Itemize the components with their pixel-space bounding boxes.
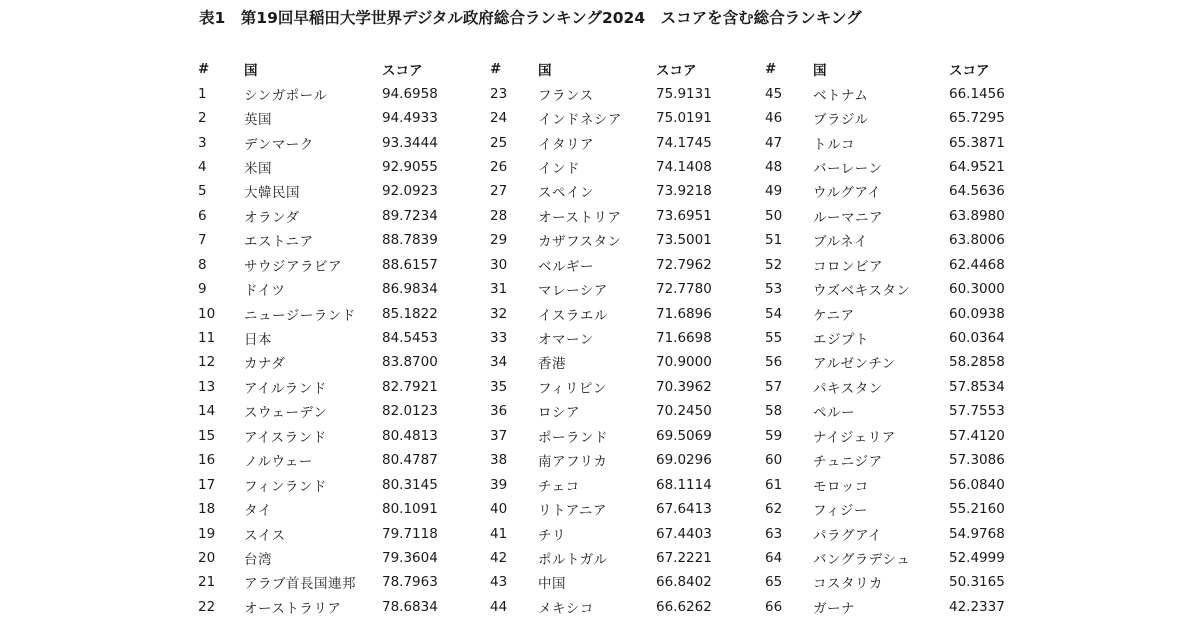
table-row [765, 350, 1029, 374]
rank-cell: 35 [490, 378, 508, 395]
country-cell: コスタリカ [813, 576, 883, 593]
score-cell: 50.3165 [949, 574, 1005, 591]
rank-cell: 4 [198, 158, 207, 175]
country-cell: カザフスタン [538, 234, 622, 251]
country-cell: 南アフリカ [538, 454, 608, 471]
table-row [198, 570, 466, 594]
rank-cell: 10 [198, 305, 216, 322]
table-row [198, 130, 466, 154]
table-row [198, 595, 466, 619]
score-cell: 70.3962 [656, 378, 712, 395]
rank-cell: 26 [490, 158, 508, 175]
country-cell: スウェーデン [244, 405, 328, 422]
table-row [198, 326, 466, 350]
country-cell: オーストリア [538, 209, 622, 226]
rank-cell: 50 [765, 207, 783, 224]
country-cell: モロッコ [813, 478, 869, 495]
table-row [490, 277, 736, 301]
country-cell: トルコ [813, 136, 855, 153]
rank-cell: 47 [765, 134, 783, 151]
country-cell: リトアニア [538, 503, 607, 520]
rank-cell: 18 [198, 501, 216, 518]
rank-cell: 63 [765, 525, 783, 542]
score-cell: 57.7553 [949, 403, 1005, 420]
country-cell: イスラエル [538, 307, 608, 324]
score-header: スコア [949, 63, 990, 80]
score-cell: 64.5636 [949, 183, 1005, 200]
score-cell: 67.6413 [656, 501, 712, 518]
rank-cell: 25 [490, 134, 508, 151]
country-cell: チリ [538, 527, 566, 544]
ranking-table-3 [765, 57, 1029, 619]
country-cell: ガーナ [813, 600, 855, 617]
country-cell: 香港 [538, 356, 566, 373]
table-row [490, 326, 736, 350]
rank-cell: 53 [765, 281, 783, 298]
rank-cell: 13 [198, 378, 216, 395]
country-cell: フィジー [813, 503, 868, 520]
rank-cell: 19 [198, 525, 216, 542]
country-cell: フィンランド [244, 478, 327, 495]
table-row [198, 179, 466, 203]
score-cell: 57.3086 [949, 452, 1005, 469]
rank-cell: 11 [198, 330, 216, 347]
score-header: スコア [656, 63, 697, 80]
table-row [198, 375, 466, 399]
table-row [198, 155, 466, 179]
rank-cell: 3 [198, 134, 207, 151]
rank-cell: 54 [765, 305, 783, 322]
rank-cell: 52 [765, 256, 783, 273]
country-cell: 台湾 [244, 551, 272, 568]
table-row [198, 497, 466, 521]
table-row [765, 106, 1029, 130]
rank-cell: 17 [198, 476, 216, 493]
table-row [198, 106, 466, 130]
table-row [490, 521, 736, 545]
score-cell: 42.2337 [949, 598, 1005, 615]
table-row [765, 399, 1029, 423]
score-cell: 71.6896 [656, 305, 712, 322]
country-cell: フィリピン [538, 380, 607, 397]
rank-cell: 36 [490, 403, 508, 420]
country-header: 国 [538, 63, 552, 80]
table-row [765, 179, 1029, 203]
table-row [198, 228, 466, 252]
rank-cell: 33 [490, 330, 508, 347]
score-cell: 86.9834 [382, 281, 438, 298]
country-cell: ケニア [813, 307, 855, 324]
score-cell: 60.0364 [949, 330, 1005, 347]
table-row [765, 497, 1029, 521]
score-cell: 60.3000 [949, 281, 1005, 298]
score-cell: 56.0840 [949, 476, 1005, 493]
rank-cell: 5 [198, 183, 207, 200]
table-row [765, 204, 1029, 228]
rank-cell: 29 [490, 232, 508, 249]
country-cell: パラグアイ [813, 527, 882, 544]
score-cell: 60.0938 [949, 305, 1005, 322]
rank-cell: 31 [490, 281, 508, 298]
score-cell: 57.4120 [949, 427, 1005, 444]
rank-cell: 42 [490, 549, 508, 566]
country-cell: ポルトガル [538, 551, 608, 568]
table-row [198, 350, 466, 374]
rank-cell: 15 [198, 427, 216, 444]
score-cell: 84.5453 [382, 330, 438, 347]
table-row [765, 472, 1029, 496]
country-cell: チュニジア [813, 454, 883, 471]
table-row [765, 155, 1029, 179]
country-cell: 大韓民国 [244, 185, 300, 202]
rank-cell: 60 [765, 452, 783, 469]
rank-cell: 28 [490, 207, 508, 224]
table-row [765, 253, 1029, 277]
score-cell: 71.6698 [656, 330, 712, 347]
score-cell: 80.3145 [382, 476, 438, 493]
score-cell: 80.1091 [382, 501, 438, 518]
table-row [198, 521, 466, 545]
score-cell: 57.8534 [949, 378, 1005, 395]
score-cell: 94.4933 [382, 110, 438, 127]
score-cell: 78.6834 [382, 598, 438, 615]
score-cell: 58.2858 [949, 354, 1005, 371]
rank-cell: 23 [490, 85, 508, 102]
country-cell: エストニア [244, 234, 314, 251]
country-cell: スイス [244, 527, 286, 544]
country-header: 国 [813, 63, 827, 80]
country-cell: アラブ首長国連邦 [244, 576, 356, 593]
rank-cell: 66 [765, 598, 783, 615]
score-cell: 92.0923 [382, 183, 438, 200]
table-header-row [490, 57, 736, 81]
score-cell: 73.5001 [656, 232, 712, 249]
rank-cell: 41 [490, 525, 508, 542]
score-cell: 79.3604 [382, 549, 438, 566]
rank-cell: 8 [198, 256, 207, 273]
country-cell: フランス [538, 87, 594, 104]
ranking-table-2 [490, 57, 736, 619]
rank-cell: 39 [490, 476, 508, 493]
country-cell: エジプト [813, 332, 869, 349]
country-cell: デンマーク [244, 136, 314, 153]
score-cell: 55.2160 [949, 501, 1005, 518]
table-row [490, 375, 736, 399]
rank-cell: 12 [198, 354, 216, 371]
table-row [490, 204, 736, 228]
country-cell: タイ [244, 503, 272, 520]
score-cell: 65.7295 [949, 110, 1005, 127]
country-cell: ペルー [813, 405, 855, 422]
table-row [490, 424, 736, 448]
rank-cell: 14 [198, 403, 216, 420]
rank-cell: 37 [490, 427, 508, 444]
rank-cell: 58 [765, 403, 783, 420]
rank-cell: 44 [490, 598, 508, 615]
score-cell: 75.9131 [656, 85, 712, 102]
country-cell: アイルランド [244, 380, 327, 397]
table-row [765, 277, 1029, 301]
rank-cell: 61 [765, 476, 783, 493]
score-cell: 70.9000 [656, 354, 712, 371]
score-cell: 83.8700 [382, 354, 438, 371]
table-row [490, 448, 736, 472]
table-row [765, 375, 1029, 399]
country-cell: オーストラリア [244, 600, 342, 617]
rank-cell: 45 [765, 85, 783, 102]
table-header-row [198, 57, 466, 81]
country-cell: マレーシア [538, 283, 608, 300]
score-cell: 92.9055 [382, 158, 438, 175]
score-cell: 63.8980 [949, 207, 1005, 224]
rank-cell: 32 [490, 305, 508, 322]
table-row [198, 301, 466, 325]
country-cell: 日本 [244, 332, 272, 349]
score-cell: 88.6157 [382, 256, 438, 273]
score-cell: 70.2450 [656, 403, 712, 420]
table-row [490, 106, 736, 130]
score-cell: 66.1456 [949, 85, 1005, 102]
country-cell: インド [538, 160, 580, 177]
country-cell: ベルギー [538, 258, 594, 275]
country-cell: コロンビア [813, 258, 883, 275]
table-row [765, 546, 1029, 570]
score-cell: 67.4403 [656, 525, 712, 542]
score-cell: 54.9768 [949, 525, 1005, 542]
score-cell: 62.4468 [949, 256, 1005, 273]
table-row [490, 130, 736, 154]
table-row [198, 546, 466, 570]
country-cell: ナイジェリア [813, 429, 896, 446]
rank-cell: 7 [198, 232, 207, 249]
country-cell: 米国 [244, 160, 272, 177]
rank-cell: 40 [490, 501, 508, 518]
table-row [198, 204, 466, 228]
table-row [490, 179, 736, 203]
country-cell: ノルウェー [244, 454, 313, 471]
table-row [198, 399, 466, 423]
table-row [765, 81, 1029, 105]
table-row [765, 301, 1029, 325]
country-cell: ポーランド [538, 429, 608, 446]
table-row [490, 399, 736, 423]
table-row [490, 497, 736, 521]
rank-cell: 27 [490, 183, 508, 200]
table-body [490, 81, 736, 619]
country-cell: メキシコ [538, 600, 594, 617]
rank-cell: 22 [198, 598, 216, 615]
score-cell: 66.6262 [656, 598, 712, 615]
rank-header: # [765, 61, 777, 78]
score-cell: 73.6951 [656, 207, 712, 224]
rank-cell: 1 [198, 85, 207, 102]
rank-cell: 16 [198, 452, 216, 469]
table-row [765, 130, 1029, 154]
score-cell: 73.9218 [656, 183, 712, 200]
ranking-table-1 [198, 57, 466, 619]
score-cell: 75.0191 [656, 110, 712, 127]
table-body [198, 81, 466, 619]
rank-cell: 51 [765, 232, 783, 249]
table-row [490, 350, 736, 374]
table-row [198, 424, 466, 448]
country-header: 国 [244, 63, 258, 80]
rank-cell: 30 [490, 256, 508, 273]
country-cell: スペイン [538, 185, 594, 202]
table-row [490, 472, 736, 496]
table-row [765, 424, 1029, 448]
rank-cell: 21 [198, 574, 216, 591]
table-body [765, 81, 1029, 619]
rank-cell: 34 [490, 354, 508, 371]
rank-cell: 38 [490, 452, 508, 469]
table-row [198, 277, 466, 301]
table-row [198, 81, 466, 105]
rank-cell: 55 [765, 330, 783, 347]
country-cell: バーレーン [813, 160, 883, 177]
country-cell: バングラデシュ [813, 551, 911, 568]
score-cell: 74.1745 [656, 134, 712, 151]
score-cell: 65.3871 [949, 134, 1005, 151]
rank-cell: 9 [198, 281, 207, 298]
score-cell: 72.7962 [656, 256, 712, 273]
table-row [490, 155, 736, 179]
country-cell: イタリア [538, 136, 594, 153]
rank-cell: 6 [198, 207, 207, 224]
country-cell: ブラジル [813, 112, 869, 129]
table-row [765, 326, 1029, 350]
table-row [765, 570, 1029, 594]
rank-cell: 49 [765, 183, 783, 200]
rank-cell: 62 [765, 501, 783, 518]
table-row [765, 448, 1029, 472]
country-cell: オマーン [538, 332, 594, 349]
rank-cell: 64 [765, 549, 783, 566]
score-header: スコア [382, 63, 423, 80]
table-row [765, 228, 1029, 252]
country-cell: オランダ [244, 209, 300, 226]
table-row [490, 301, 736, 325]
score-cell: 74.1408 [656, 158, 712, 175]
country-cell: ルーマニア [813, 209, 883, 226]
score-cell: 85.1822 [382, 305, 438, 322]
rank-header: # [490, 61, 502, 78]
rank-cell: 65 [765, 574, 783, 591]
rank-cell: 48 [765, 158, 783, 175]
country-cell: チェコ [538, 478, 580, 495]
rank-cell: 57 [765, 378, 783, 395]
score-cell: 80.4787 [382, 452, 438, 469]
table-row [490, 253, 736, 277]
country-cell: ドイツ [244, 283, 286, 300]
score-cell: 93.3444 [382, 134, 438, 151]
score-cell: 88.7839 [382, 232, 438, 249]
page-title: 表1 第19回早稲田大学世界デジタル政府総合ランキング2024 スコアを含む総合ランキング [199, 9, 862, 27]
table-row [490, 81, 736, 105]
score-cell: 68.1114 [656, 476, 712, 493]
score-cell: 69.0296 [656, 452, 712, 469]
country-cell: サウジアラビア [244, 258, 342, 275]
table-row [490, 228, 736, 252]
country-cell: 中国 [538, 576, 566, 593]
score-cell: 66.8402 [656, 574, 712, 591]
rank-header: # [198, 61, 210, 78]
score-cell: 52.4999 [949, 549, 1005, 566]
country-cell: ベトナム [813, 87, 869, 104]
table-row [198, 253, 466, 277]
score-cell: 69.5069 [656, 427, 712, 444]
table-row [198, 472, 466, 496]
rank-cell: 59 [765, 427, 783, 444]
country-cell: ウルグアイ [813, 185, 882, 202]
country-cell: パキスタン [813, 380, 883, 397]
rank-cell: 46 [765, 110, 783, 127]
score-cell: 64.9521 [949, 158, 1005, 175]
score-cell: 79.7118 [382, 525, 438, 542]
country-cell: アルゼンチン [813, 356, 896, 373]
score-cell: 72.7780 [656, 281, 712, 298]
score-cell: 82.0123 [382, 403, 438, 420]
rank-cell: 24 [490, 110, 508, 127]
score-cell: 78.7963 [382, 574, 438, 591]
rank-cell: 56 [765, 354, 783, 371]
table-row [490, 595, 736, 619]
table-row [198, 448, 466, 472]
table-row [490, 570, 736, 594]
country-cell: カナダ [244, 356, 286, 373]
country-cell: ロシア [538, 405, 580, 422]
table-row [490, 546, 736, 570]
country-cell: アイスランド [244, 429, 327, 446]
table-row [765, 521, 1029, 545]
country-cell: ブルネイ [813, 234, 868, 251]
rank-cell: 2 [198, 110, 207, 127]
country-cell: 英国 [244, 112, 272, 129]
rank-cell: 43 [490, 574, 508, 591]
score-cell: 89.7234 [382, 207, 438, 224]
score-cell: 82.7921 [382, 378, 438, 395]
country-cell: ニュージーランド [244, 307, 356, 324]
country-cell: インドネシア [538, 112, 622, 129]
score-cell: 67.2221 [656, 549, 712, 566]
table-header-row [765, 57, 1029, 81]
rank-cell: 20 [198, 549, 216, 566]
country-cell: シンガポール [244, 87, 328, 104]
score-cell: 80.4813 [382, 427, 438, 444]
score-cell: 63.8006 [949, 232, 1005, 249]
score-cell: 94.6958 [382, 85, 438, 102]
table-row [765, 595, 1029, 619]
country-cell: ウズベキスタン [813, 283, 911, 300]
